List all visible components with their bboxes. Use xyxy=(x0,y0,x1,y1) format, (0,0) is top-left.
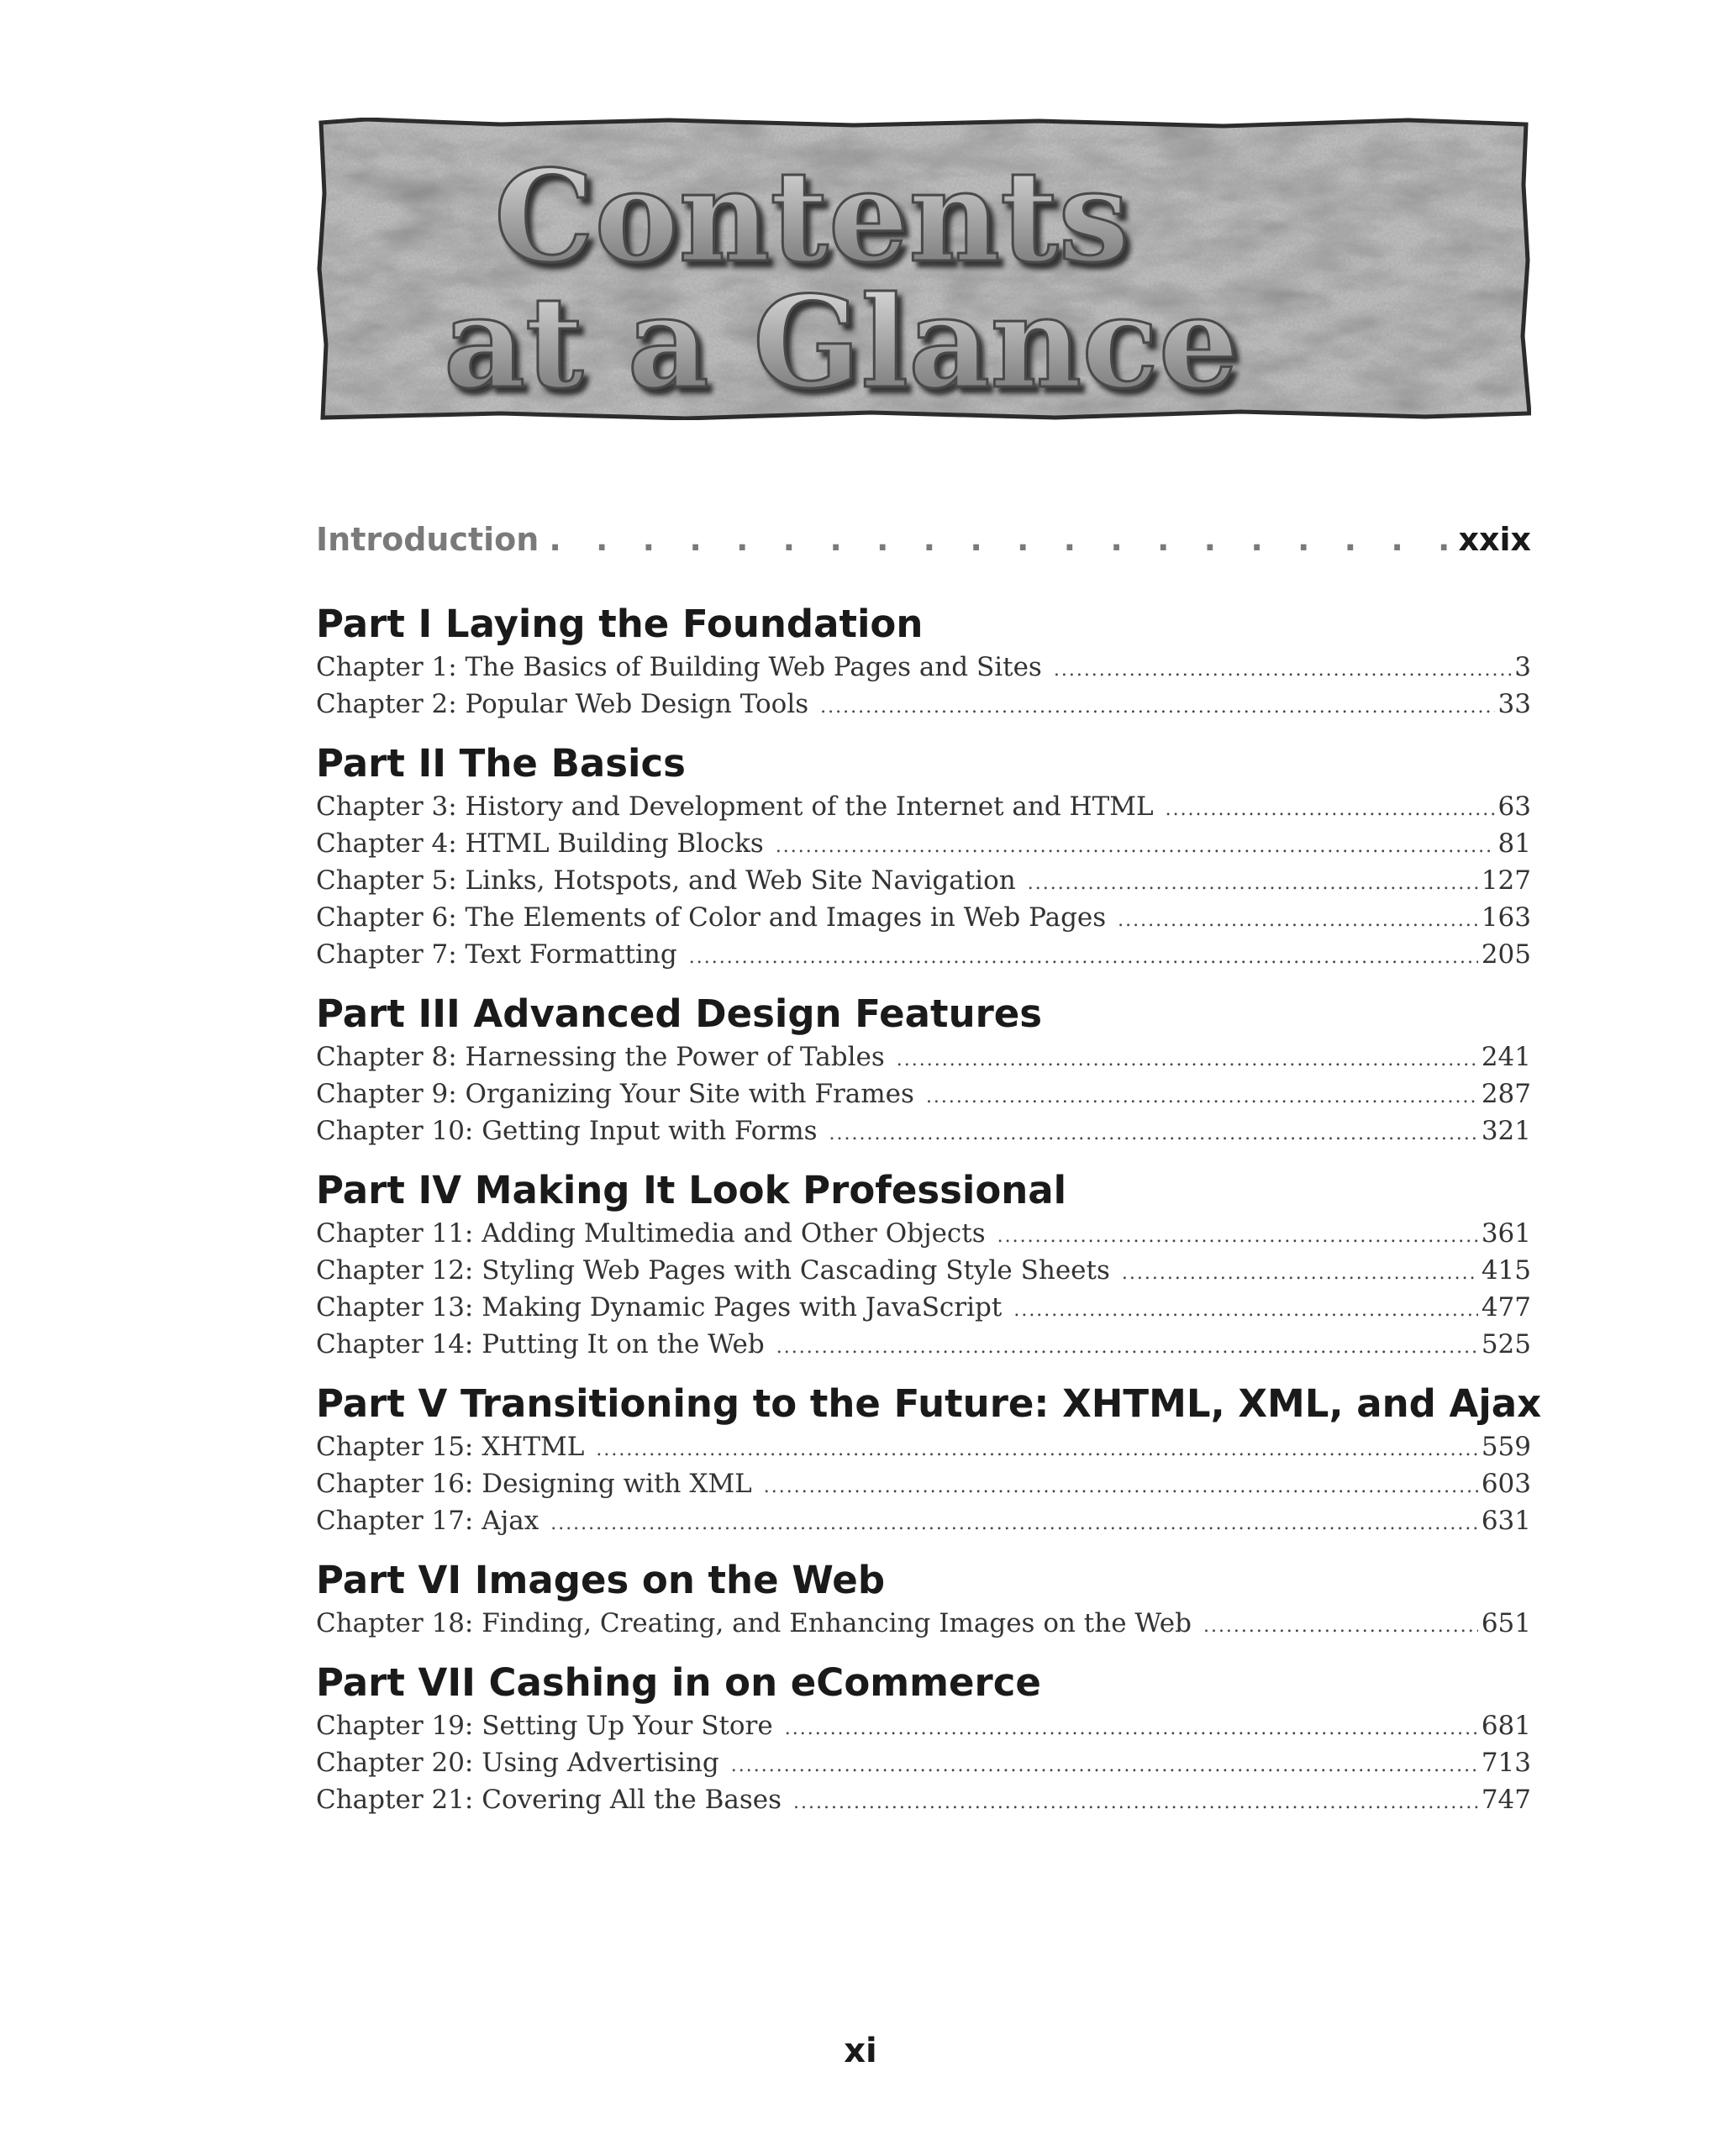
chapter-page-number: 287 xyxy=(1481,1079,1531,1109)
chapter-title: Chapter 20: Using Advertising xyxy=(316,1748,719,1778)
chapter-page-number: 321 xyxy=(1481,1116,1531,1146)
page-number-folio: xi xyxy=(844,2032,877,2070)
chapter-title: Chapter 16: Designing with XML xyxy=(316,1469,752,1499)
toc-part xyxy=(316,1381,1542,1539)
leader-dots xyxy=(776,1329,1478,1366)
toc-part xyxy=(316,1168,1531,1363)
toc-chapter-entry[interactable] xyxy=(316,825,1531,862)
toc-chapter-entry[interactable] xyxy=(316,1605,1531,1642)
chapter-title: Chapter 7: Text Formatting xyxy=(316,939,677,970)
leader-dots xyxy=(1013,1292,1478,1329)
banner-title-line-1: Contents xyxy=(493,143,1130,291)
chapter-title: Chapter 9: Organizing Your Site with Frames xyxy=(316,1079,914,1109)
leader-dots xyxy=(1054,652,1511,689)
chapter-title: Chapter 17: Ajax xyxy=(316,1506,539,1536)
toc-chapter-entry[interactable] xyxy=(316,1112,1531,1149)
toc-chapter-entry[interactable] xyxy=(316,788,1531,825)
chapter-page-number: 477 xyxy=(1481,1292,1531,1323)
toc-chapter-entry[interactable] xyxy=(316,1465,1531,1502)
leader-dots xyxy=(820,689,1494,726)
chapter-title: Chapter 8: Harnessing the Power of Tables xyxy=(316,1042,885,1072)
toc-chapter-entry[interactable] xyxy=(316,1252,1531,1289)
leader-dots xyxy=(596,1432,1477,1469)
chapter-title: Chapter 18: Finding, Creating, and Enhancing Images on the Web xyxy=(316,1608,1192,1638)
leader-dots xyxy=(776,828,1495,865)
chapter-page-number: 163 xyxy=(1481,902,1531,933)
chapter-page-number: 651 xyxy=(1481,1608,1531,1638)
stone-slab-graphic xyxy=(316,118,1531,420)
toc-chapter-entry[interactable] xyxy=(316,1215,1531,1252)
chapter-title: Chapter 11: Adding Multimedia and Other Objects xyxy=(316,1218,986,1249)
chapter-page-number: 713 xyxy=(1481,1748,1531,1778)
toc-chapter-entry[interactable] xyxy=(316,686,1531,723)
chapter-page-number: 747 xyxy=(1481,1785,1531,1815)
chapter-page-number: 361 xyxy=(1481,1218,1531,1249)
toc-chapter-entry[interactable] xyxy=(316,1744,1531,1781)
chapter-page-number: 33 xyxy=(1497,689,1531,719)
chapter-page-number: 3 xyxy=(1514,652,1531,682)
leader-dots xyxy=(897,1042,1478,1079)
leader-dots xyxy=(1166,791,1495,828)
chapter-title: Chapter 4: HTML Building Blocks xyxy=(316,828,764,859)
toc-chapter-entry[interactable] xyxy=(316,1039,1531,1075)
leader-dots xyxy=(764,1469,1478,1506)
chapter-page-number: 631 xyxy=(1481,1506,1531,1536)
part-title: Part II The Basics xyxy=(316,741,686,786)
toc-part xyxy=(316,741,1531,973)
toc-part xyxy=(316,1660,1531,1818)
leader-dots xyxy=(689,939,1478,976)
toc-introduction-entry[interactable] xyxy=(316,521,1531,583)
chapter-title: Chapter 19: Setting Up Your Store xyxy=(316,1711,773,1741)
leader-dots xyxy=(731,1748,1478,1785)
toc-chapter-entry[interactable] xyxy=(316,1075,1531,1112)
chapter-title: Chapter 5: Links, Hotspots, and Web Site Navigation xyxy=(316,865,1016,896)
toc-chapter-entry[interactable] xyxy=(316,1707,1531,1744)
leader-dots xyxy=(1118,902,1478,939)
toc-part xyxy=(316,1558,1531,1642)
leader-dots xyxy=(926,1079,1478,1116)
leader-dots xyxy=(793,1785,1478,1822)
chapter-title: Chapter 2: Popular Web Design Tools xyxy=(316,689,809,719)
part-title: Part VI Images on the Web xyxy=(316,1558,886,1602)
chapter-page-number: 241 xyxy=(1481,1042,1531,1072)
toc-chapter-entry[interactable] xyxy=(316,1326,1531,1363)
chapter-title: Chapter 15: XHTML xyxy=(316,1432,585,1462)
leader-dots xyxy=(1122,1255,1478,1292)
leader-dots xyxy=(549,521,1448,558)
toc-chapter-entry[interactable] xyxy=(316,862,1531,899)
contents-banner xyxy=(316,118,1531,420)
toc-chapter-entry[interactable] xyxy=(316,1289,1531,1326)
toc-chapter-entry[interactable] xyxy=(316,1428,1531,1465)
table-of-contents xyxy=(316,521,1542,1818)
toc-parts xyxy=(316,602,1542,1818)
toc-chapter-entry[interactable] xyxy=(316,1502,1531,1539)
introduction-label: Introduction xyxy=(316,521,539,558)
leader-dots xyxy=(1028,865,1478,902)
toc-part xyxy=(316,991,1531,1149)
part-title: Part VII Cashing in on eCommerce xyxy=(316,1660,1041,1705)
chapter-page-number: 525 xyxy=(1481,1329,1531,1359)
toc-chapter-entry[interactable] xyxy=(316,649,1531,686)
chapter-title: Chapter 13: Making Dynamic Pages with JavaScript xyxy=(316,1292,1003,1323)
leader-dots xyxy=(1203,1608,1478,1645)
chapter-title: Chapter 10: Getting Input with Forms xyxy=(316,1116,818,1146)
banner-title-line-2: at a Glance xyxy=(443,269,1239,417)
toc-chapter-entry[interactable] xyxy=(316,1781,1531,1818)
leader-dots xyxy=(829,1116,1478,1153)
chapter-page-number: 415 xyxy=(1481,1255,1531,1286)
introduction-page-number: xxix xyxy=(1458,521,1531,558)
part-title: Part I Laying the Foundation xyxy=(316,602,924,646)
chapter-page-number: 205 xyxy=(1481,939,1531,970)
leader-dots xyxy=(550,1506,1478,1543)
chapter-title: Chapter 3: History and Development of the Internet and HTML xyxy=(316,791,1154,822)
chapter-title: Chapter 14: Putting It on the Web xyxy=(316,1329,765,1359)
toc-chapter-entry[interactable] xyxy=(316,936,1531,973)
chapter-title: Chapter 1: The Basics of Building Web Pages and Sites xyxy=(316,652,1042,682)
chapter-page-number: 63 xyxy=(1497,791,1531,822)
toc-part xyxy=(316,602,1531,723)
chapter-page-number: 559 xyxy=(1481,1432,1531,1462)
chapter-page-number: 681 xyxy=(1481,1711,1531,1741)
leader-dots xyxy=(997,1218,1478,1255)
chapter-title: Chapter 6: The Elements of Color and Images in Web Pages xyxy=(316,902,1107,933)
part-title: Part IV Making It Look Professional xyxy=(316,1168,1067,1212)
chapter-page-number: 127 xyxy=(1481,865,1531,896)
chapter-title: Chapter 21: Covering All the Bases xyxy=(316,1785,782,1815)
leader-dots xyxy=(785,1711,1478,1748)
toc-chapter-entry[interactable] xyxy=(316,899,1531,936)
part-title: Part V Transitioning to the Future: XHTML, XML, and Ajax xyxy=(316,1381,1542,1426)
part-title: Part III Advanced Design Features xyxy=(316,991,1043,1036)
chapter-page-number: 81 xyxy=(1497,828,1531,859)
chapter-page-number: 603 xyxy=(1481,1469,1531,1499)
chapter-title: Chapter 12: Styling Web Pages with Cascading Style Sheets xyxy=(316,1255,1110,1286)
